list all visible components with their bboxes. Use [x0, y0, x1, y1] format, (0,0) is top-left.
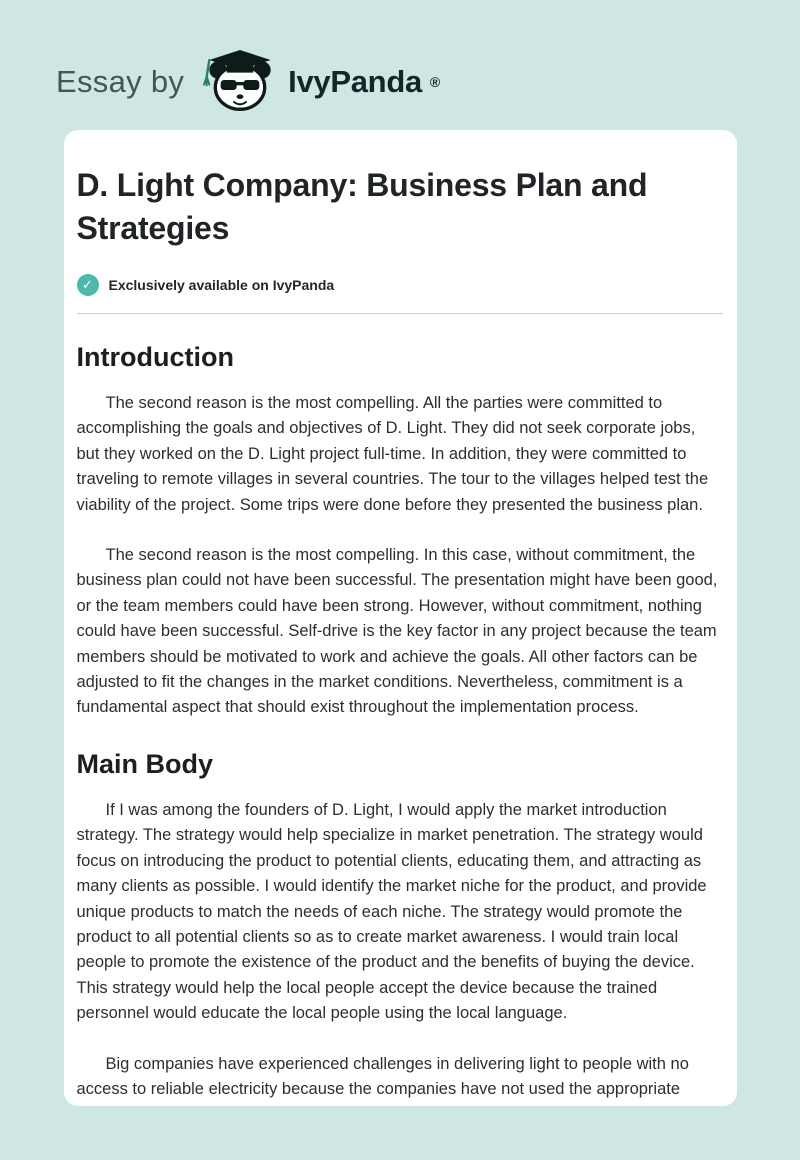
divider — [77, 313, 723, 314]
brand-name: IvyPanda — [288, 64, 422, 99]
checkmark-icon: ✓ — [77, 274, 99, 296]
site-header — [0, 0, 800, 128]
paragraph: The second reason is the most compelling. In this case, without commitment, the business plan could not have been successful. The presentation might have been good, or the team members could have been strong. However, without commitment, nothing could have been successful. Self-drive is the key factor in any project because the team members should be motivated to work and achieve the goals. All other factors can be adjusted to fit the changes in the market conditions. Nevertheless, commitment is a fundamental aspect that should exist throughout the implementation process. — [76, 546, 718, 717]
section-heading-main-body: Main Body — [76, 748, 214, 779]
paragraph: If I was among the founders of D. Light, I would apply the market introduction strategy. The strategy would help specialize in market penetration. The strategy would focus on introducing the product to potential clients, educating them, and attracting as many clients as possible. I would identify the market niche for the product, and provide unique products to match the needs of each niche. The strategy would promote the product to all potential clients so as to create market awareness. I would train local people to promote the existence of the product and the benefits of buying the device. This strategy would help the local people accept the device because the trained personnel would educate the local people using the local language. — [76, 800, 707, 1023]
essay-by-label: Essay by — [56, 64, 185, 99]
availability-badge — [77, 274, 723, 296]
registered-mark: ® — [429, 74, 441, 90]
ivypanda-logo[interactable] — [200, 48, 440, 116]
availability-badge-label: Exclusively available on IvyPanda — [108, 277, 335, 293]
panda-graduate-icon — [200, 48, 280, 116]
essay-card — [64, 130, 737, 1106]
essay-title: D. Light Company: Business Plan and Strategies — [76, 167, 648, 246]
paragraph: The second reason is the most compelling. All the parties were committed to accomplishing the goals and objectives of D. Light. They did not seek corporate jobs, but they worked on the D. Light project full-time. In addition, they were committed to traveling to remote villages in several countries. The tour to the villages helped test the viability of the project. Some trips were done before they presented the business plan. — [76, 394, 709, 514]
paragraph: Big companies have experienced challenges in delivering light to people with no access to reliable electricity because the companies have not used the appropriate — [76, 1054, 689, 1098]
section-heading-introduction: Introduction — [76, 342, 234, 372]
